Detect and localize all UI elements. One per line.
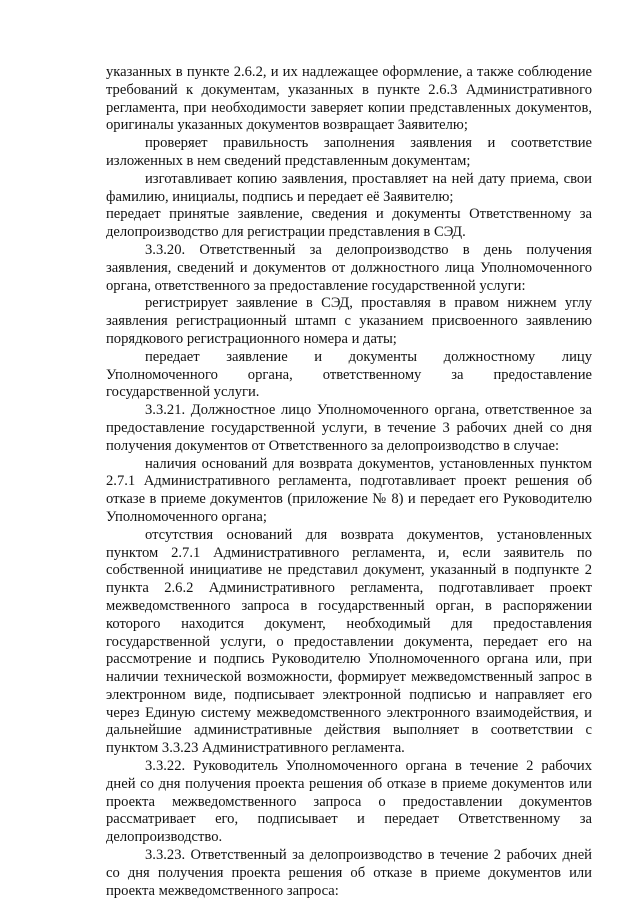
paragraph-4: передает принятые заявление, сведения и документы Ответственному за делопроизводство для регистрации представления в СЭД. [106, 206, 592, 241]
paragraph-8: 3.3.21. Должностное лицо Уполномоченного органа, ответственное за предоставление государственной услуги, в течение 3 рабочих дней со дня получения документов от Ответственного за делопроизводство в случае: [106, 402, 592, 454]
paragraph-9: наличия оснований для возврата документов, установленных пунктом 2.7.1 Административного регламента, подготавливает проект решения об отказе в приеме документов (приложение № 8) и передает его Руководителю Уполномоченного органа; [106, 455, 592, 525]
paragraph-7: передает заявление и документы должностному лицу Уполномоченного органа, ответственному за предоставление государственной услуги. [106, 348, 592, 401]
paragraph-5: 3.3.20. Ответственный за делопроизводство в день получения заявления, сведений и документов от должностного лица Уполномоченного органа, ответственного за предоставление государственной услуги: [106, 241, 592, 294]
paragraph-6: регистрирует заявление в СЭД, проставляя в правом нижнем углу заявления регистрационный штамп с указанием присвоенного заявлению порядкового регистрационного номера и даты; [106, 295, 592, 347]
paragraph-11: 3.3.22. Руководитель Уполномоченного органа в течение 2 рабочих дней со дня получения проекта решения об отказе в приеме документов или проекта межведомственного запроса о предоставлении документов рассматривает его, подписывает и передает Ответственному за делопроизводство. [106, 758, 592, 846]
paragraph-10: отсутствия оснований для возврата документов, установленных пунктом 2.7.1 Административного регламента, и, если заявитель по собственной инициативе не представил документ, указанный в подпункте 2 пункта 2.6.2 Административного регламента, подготавливает проект межведомственного запроса в государственный орган, в распоряжении которого находится документ, необходимый для предоставления государственной услуги, о предоставлении документа, передает его на рассмотрение и подпись Руководителю Уполномоченного органа или, при наличии технической возможности, формирует межведомственный запрос в электронном виде, подписывает электронной подписью и направляет его через Единую систему межведомственного электронного взаимодействия, и дальнейшие административные действия выполняет в соответствии с пунктом 3.3.23 Административного регламента. [106, 526, 592, 757]
paragraph-2: проверяет правильность заполнения заявления и соответствие изложенных в нем сведений представленным документам; [106, 135, 592, 169]
paragraph-12: 3.3.23. Ответственный за делопроизводство в течение 2 рабочих дней со дня получения проекта решения об отказе в приеме документов или проекта межведомственного запроса: [106, 847, 592, 899]
document-body [106, 64, 592, 900]
paragraph-3: изготавливает копию заявления, проставляет на ней дату приема, свои фамилию, инициалы, подпись и передает её Заявителю; [106, 170, 592, 205]
paragraph-1: указанных в пункте 2.6.2, и их надлежащее оформление, а также соблюдение требований к документам, указанных в пункте 2.6.3 Административного регламента, при необходимости заверяет копии представленных документов, оригиналы указанных документов возвращает Заявителю; [106, 64, 592, 134]
